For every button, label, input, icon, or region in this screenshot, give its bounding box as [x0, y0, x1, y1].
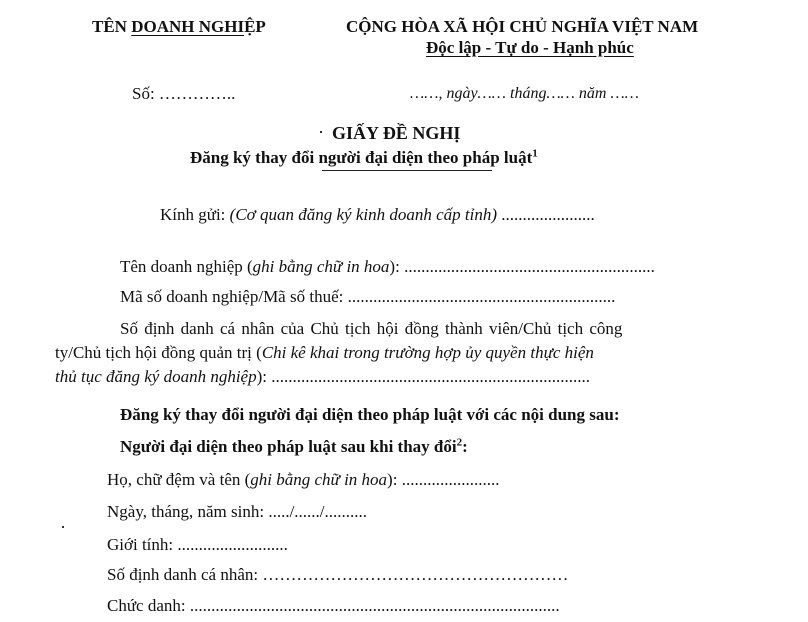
- position-field: Chức danh: .......................................................................................: [107, 596, 560, 615]
- scan-speck-2: [62, 526, 64, 528]
- tax-code-field: Mã số doanh nghiệp/Mã số thuế: ...............................................................: [120, 287, 616, 306]
- birth-date-field: Ngày, tháng, năm sinh: ...../....../..........: [107, 502, 368, 521]
- recipient-dots: ......................: [497, 205, 595, 224]
- birth-date-dots: ...../....../..........: [268, 502, 368, 521]
- representative-heading: Người đại diện theo pháp luật sau khi thay đổi$^2$:: [120, 436, 468, 456]
- republic-title: CỘNG HÒA XÃ HỘI CHỦ NGHĨA VIỆT NAM: [346, 17, 699, 36]
- company-name-header: TÊN DOANH NGHIỆP: [92, 17, 266, 36]
- chairman-id-dots: ...........................................................................: [271, 367, 590, 386]
- form-title: GIẤY ĐỀ NGHỊ: [332, 123, 461, 143]
- document-number: Số: …………..: [132, 84, 236, 103]
- register-change-heading: Đăng ký thay đổi người đại diện theo pháp luật với các nội dung sau:: [120, 405, 620, 424]
- document-date-line: ……, ngày…… tháng…… năm ……: [410, 85, 639, 102]
- full-name-dots: .......................: [401, 470, 500, 489]
- position-dots: .......................................................................................: [189, 596, 560, 615]
- national-motto: Độc lập - Tự do - Hạnh phúc: [426, 38, 634, 57]
- footnote-marker-2: 2: [456, 436, 463, 449]
- subtitle-underline: [322, 170, 492, 171]
- chairman-id-line-2: ty/Chủ tịch hội đồng quản trị (Chi kê khai trong trường hợp ủy quyền thực hiện: [55, 343, 594, 362]
- id-number-dots: ………………………………………………: [262, 565, 569, 584]
- gender-dots: ..........................: [177, 535, 288, 554]
- tax-code-dots: ...............................................................: [347, 287, 616, 306]
- scan-speck: [320, 131, 322, 133]
- company-name-dots: ...........................................................: [404, 257, 655, 276]
- company-name-field: Tên doanh nghiệp (ghi bằng chữ in hoa): ...........................................................: [120, 257, 655, 276]
- company-name-header-underlined: DOANH NGHI: [131, 17, 245, 36]
- chairman-id-line-1: Số định danh cá nhân của Chủ tịch hội đồng thành viên/Chủ tịch công: [120, 319, 623, 338]
- id-number-field: Số định danh cá nhân: ………………………………………………: [107, 565, 569, 584]
- gender-field: Giới tính: ..........................: [107, 535, 288, 554]
- recipient-line: Kính gửi: (Cơ quan đăng ký kinh doanh cấp tỉnh) ......................: [160, 205, 595, 224]
- footnote-marker-1: 1: [532, 147, 538, 160]
- recipient-agency: (Cơ quan đăng ký kinh doanh cấp tỉnh): [229, 205, 498, 224]
- form-subtitle: Đăng ký thay đổi người đại diện theo pháp luật$^1$: [190, 147, 538, 167]
- full-name-field: Họ, chữ đệm và tên (ghi bằng chữ in hoa): .......................: [107, 470, 500, 489]
- chairman-id-line-3: thủ tục đăng ký doanh nghiệp): ...........................................................................: [55, 367, 590, 386]
